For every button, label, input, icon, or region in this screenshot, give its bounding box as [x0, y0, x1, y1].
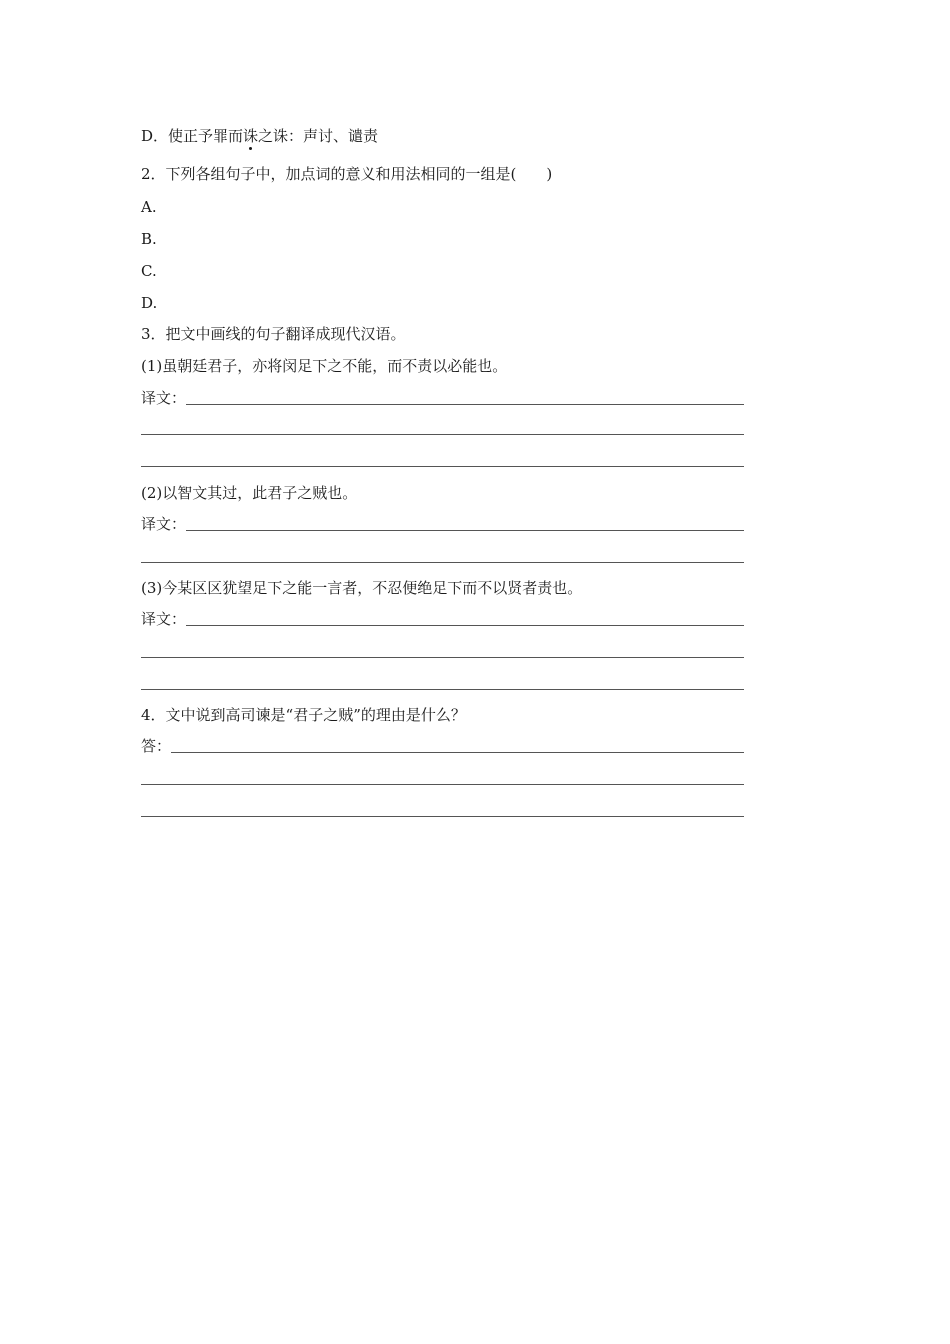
- q2-stem: 2．下列各组句子中，加点词的意义和用法相同的一组是( ): [141, 165, 553, 183]
- q4-stem: 4．文中说到高司谏是“君子之贼”的理由是什么？: [141, 706, 466, 724]
- q3-sentence-1: (1)虽朝廷君子，亦将闵足下之不能，而不责以必能也。: [141, 357, 508, 375]
- answer-line[interactable]: [186, 530, 744, 531]
- q2-option-c: C.: [141, 262, 157, 280]
- answer-line[interactable]: [171, 752, 744, 753]
- q2-option-a: A.: [141, 198, 157, 216]
- answer-line[interactable]: [141, 466, 744, 467]
- q4-answer-label: 答：: [141, 737, 172, 755]
- q3-sentence-3: (3)今某区区犹望足下之能一言者，不忍便绝足下而不以贤者责也。: [141, 579, 583, 597]
- answer-line[interactable]: [141, 434, 744, 435]
- q2-option-b: B.: [141, 230, 157, 248]
- q3-sentence-2: (2)以智文其过，此君子之贼也。: [141, 484, 358, 502]
- q3-answer-label-3: 译文：: [141, 610, 187, 628]
- answer-line[interactable]: [141, 784, 744, 785]
- q3-answer-label-2: 译文：: [141, 515, 187, 533]
- q3-answer-row-1[interactable]: [141, 388, 744, 408]
- q4-answer-row[interactable]: [141, 736, 744, 756]
- answer-line[interactable]: [141, 816, 744, 817]
- q1-option-d-suffix: 之诛：声讨、谴责: [258, 127, 379, 145]
- q1-option-d-prefix: D．使正予罪而: [141, 127, 244, 145]
- answer-line[interactable]: [141, 689, 744, 690]
- answer-line[interactable]: [186, 404, 744, 405]
- q3-answer-label-1: 译文：: [141, 389, 187, 407]
- q2-option-d: D.: [141, 294, 158, 312]
- answer-line[interactable]: [186, 625, 744, 626]
- q1-option-d: [141, 126, 378, 146]
- q3-answer-row-2[interactable]: [141, 514, 744, 534]
- q1-option-d-dotted-char: 诛: [243, 127, 259, 145]
- answer-line[interactable]: [141, 562, 744, 563]
- answer-line[interactable]: [141, 657, 744, 658]
- q3-stem: 3．把文中画线的句子翻译成现代汉语。: [141, 325, 406, 343]
- q3-answer-row-3[interactable]: [141, 609, 744, 629]
